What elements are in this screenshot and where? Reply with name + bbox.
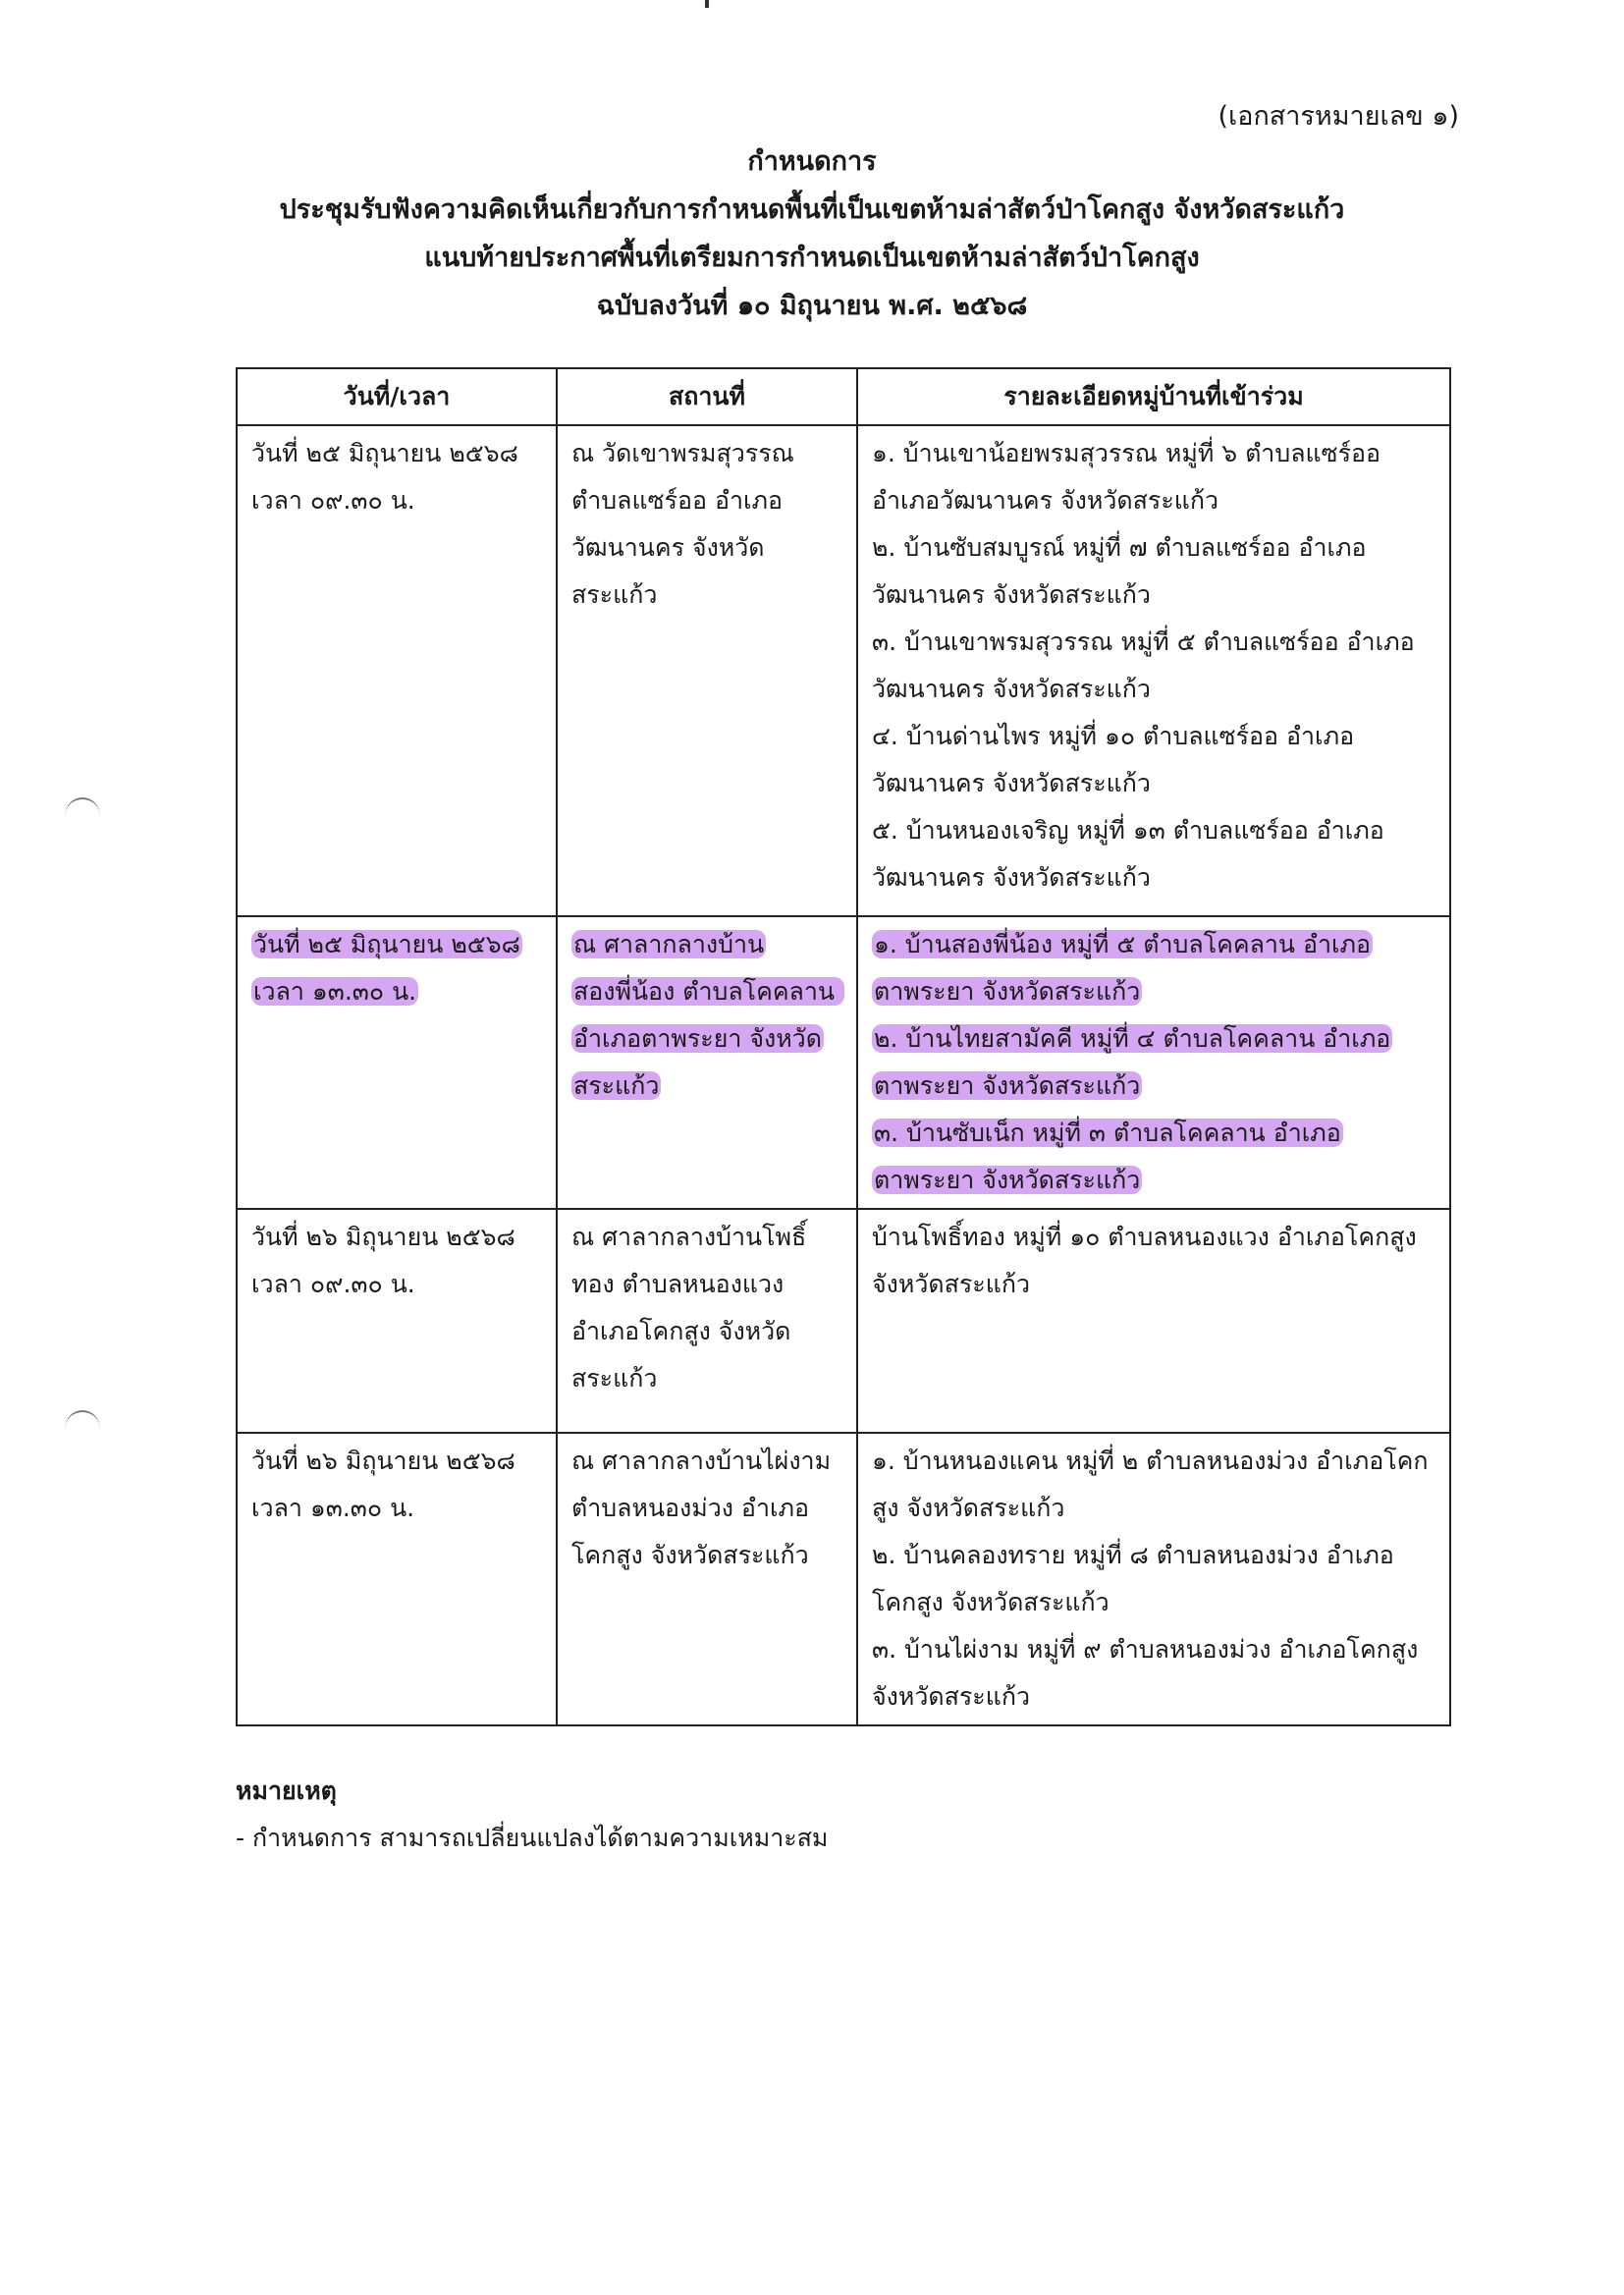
meeting-date: วันที่ ๒๖ มิถุนายน ๒๕๖๘ [251, 1447, 515, 1475]
meeting-time: เวลา ๐๙.๓๐ น. [251, 486, 415, 515]
note-item: - กำหนดการ สามารถเปลี่ยนแปลงได้ตามความเหมาะสม [236, 1824, 829, 1852]
village-item: ๒. บ้านซับสมบูรณ์ หมู่ที่ ๗ ตำบลแซร์ออ อำเภอวัฒนานคร จังหวัดสระแก้ว [872, 533, 1367, 609]
datetime-cell [237, 1433, 557, 1725]
datetime-cell [237, 916, 557, 1209]
meeting-date: วันที่ ๒๖ มิถุนายน ๒๕๖๘ [251, 1223, 515, 1251]
punch-hole-mark [65, 797, 100, 835]
column-header-datetime: วันที่/เวลา [237, 368, 557, 425]
datetime-cell [237, 425, 557, 916]
village-item: ๒. บ้านคลองทราย หมู่ที่ ๘ ตำบลหนองม่วง อำเภอโคกสูง จังหวัดสระแก้ว [872, 1541, 1394, 1616]
notes-section [236, 1768, 828, 1862]
village-item: บ้านโพธิ์ทอง หมู่ที่ ๑๐ ตำบลหนองแวง อำเภอโคกสูง จังหวัดสระแก้ว [872, 1223, 1417, 1298]
villages-cell [857, 425, 1450, 916]
title-line: ประชุมรับฟังความคิดเห็นเกี่ยวกับการกำหนดพื้นที่เป็นเขตห้ามล่าสัตว์ป่าโคกสูง จังหวัดสระแก้ว [279, 194, 1345, 225]
meeting-time: เวลา ๑๓.๓๐ น. [253, 977, 417, 1006]
place-cell [557, 425, 857, 916]
meeting-place: ณ วัดเขาพรมสุวรรณ ตำบลแซร์ออ อำเภอวัฒนานคร จังหวัดสระแก้ว [571, 439, 802, 609]
village-item: ๓. บ้านซับเน็ก หมู่ที่ ๓ ตำบลโคคลาน อำเภอตาพระยา จังหวัดสระแก้ว [874, 1119, 1341, 1194]
village-item: ๓. บ้านเขาพรมสุวรรณ หมู่ที่ ๕ ตำบลแซร์ออ อำเภอวัฒนานคร จังหวัดสระแก้ว [872, 628, 1415, 703]
table-row [237, 916, 1450, 1209]
villages-cell [857, 1433, 1450, 1725]
scan-mark [705, 0, 709, 8]
punch-hole-mark [65, 1410, 100, 1448]
document-number: (เอกสารหมายเลข ๑) [1218, 101, 1459, 132]
meeting-date: วันที่ ๒๕ มิถุนายน ๒๕๖๘ [251, 439, 518, 467]
village-item: ๑. บ้านหนองแคน หมู่ที่ ๒ ตำบลหนองม่วง อำเภอโคกสูง จังหวัดสระแก้ว [872, 1447, 1429, 1522]
place-cell [557, 1209, 857, 1433]
table-header-row [237, 368, 1450, 425]
meeting-place: ณ ศาลากลางบ้านโพธิ์ทอง ตำบลหนองแวง อำเภอโคกสูง จังหวัดสระแก้ว [571, 1223, 807, 1393]
meeting-time: เวลา ๐๙.๓๐ น. [251, 1270, 415, 1298]
datetime-cell [237, 1209, 557, 1433]
village-item: ๒. บ้านไทยสามัคคี หมู่ที่ ๔ ตำบลโคคลาน อำเภอตาพระยา จังหวัดสระแก้ว [874, 1024, 1391, 1100]
village-item: ๑. บ้านเขาน้อยพรมสุวรรณ หมู่ที่ ๖ ตำบลแซร์ออ อำเภอวัฒนานคร จังหวัดสระแก้ว [872, 439, 1381, 515]
place-cell [557, 1433, 857, 1725]
table-row [237, 1209, 1450, 1433]
notes-heading: หมายเหตุ [236, 1776, 337, 1805]
place-cell [557, 916, 857, 1209]
villages-cell [857, 1209, 1450, 1433]
title-line: ฉบับลงวันที่ ๑๐ มิถุนายน พ.ศ. ๒๕๖๘ [596, 291, 1028, 321]
village-item: ๑. บ้านสองพี่น้อง หมู่ที่ ๕ ตำบลโคคลาน อำเภอตาพระยา จังหวัดสระแก้ว [874, 930, 1372, 1006]
meeting-place: ณ ศาลากลางบ้านไผ่งาม ตำบลหนองม่วง อำเภอโคกสูง จังหวัดสระแก้ว [571, 1447, 839, 1569]
village-item: ๓. บ้านไผ่งาม หมู่ที่ ๙ ตำบลหนองม่วง อำเภอโคกสูง จังหวัดสระแก้ว [872, 1635, 1419, 1711]
schedule-table [236, 367, 1451, 1726]
document-title [0, 137, 1624, 330]
title-line: กำหนดการ [747, 146, 877, 177]
table-row [237, 425, 1450, 916]
meeting-time: เวลา ๑๓.๓๐ น. [251, 1494, 415, 1522]
villages-cell [857, 916, 1450, 1209]
table-row [237, 1433, 1450, 1725]
title-line: แนบท้ายประกาศพื้นที่เตรียมการกำหนดเป็นเขตห้ามล่าสัตว์ป่าโคกสูง [424, 243, 1200, 273]
column-header-place: สถานที่ [557, 368, 857, 425]
meeting-date: วันที่ ๒๕ มิถุนายน ๒๕๖๘ [253, 930, 520, 958]
village-item: ๕. บ้านหนองเจริญ หมู่ที่ ๑๓ ตำบลแซร์ออ อำเภอวัฒนานคร จังหวัดสระแก้ว [872, 816, 1384, 892]
village-item: ๔. บ้านด่านไพร หมู่ที่ ๑๐ ตำบลแซร์ออ อำเภอวัฒนานคร จังหวัดสระแก้ว [872, 722, 1355, 797]
column-header-villages: รายละเอียดหมู่บ้านที่เข้าร่วม [857, 368, 1450, 425]
meeting-place: ณ ศาลากลางบ้านสองพี่น้อง ตำบลโคคลาน อำเภอตาพระยา จังหวัดสระแก้ว [573, 930, 842, 1100]
